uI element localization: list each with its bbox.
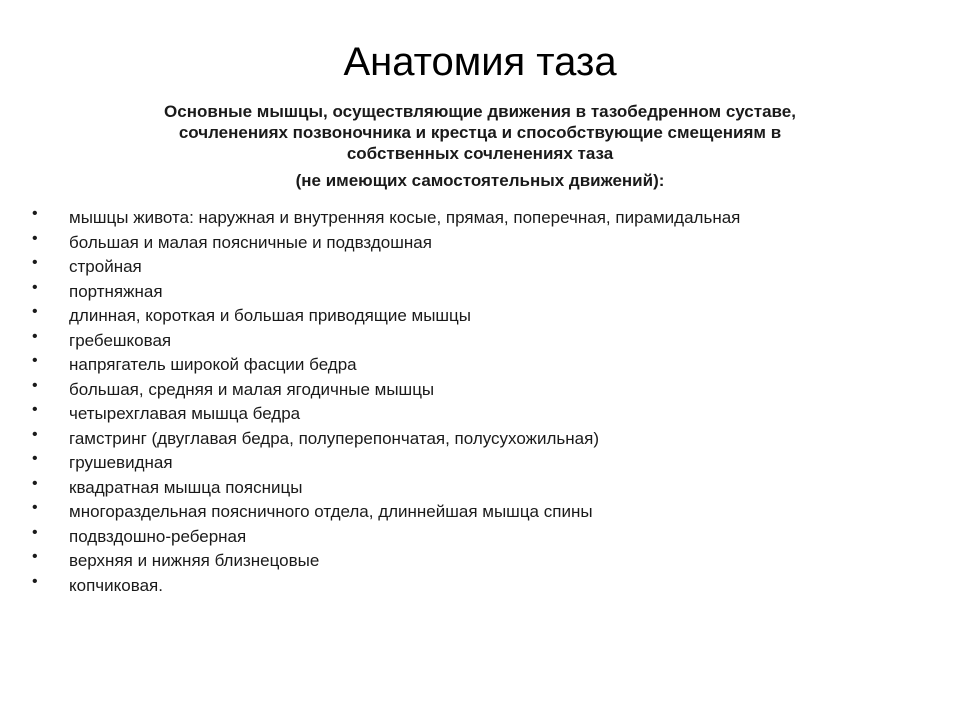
list-item-text: гребешковая	[69, 330, 172, 350]
list-item-text: большая, средняя и малая ягодичные мышцы	[69, 379, 435, 399]
list-item-text: грушевидная	[69, 453, 173, 472]
bullet-icon: •	[32, 303, 38, 320]
bullet-icon: •	[32, 254, 38, 271]
bullet-icon: •	[32, 376, 38, 394]
list-item	[32, 278, 912, 302]
subtitle-line: собственных сочленениях таза	[346, 144, 614, 163]
list-item	[32, 229, 912, 253]
list-item	[32, 474, 912, 498]
list-item-text: верхняя и нижняя близнецовые	[69, 551, 320, 570]
bullet-icon: •	[32, 205, 38, 222]
list-item-text: квадратная мышца поясницы	[69, 477, 303, 497]
list-item-text: подвздошно-реберная	[69, 526, 247, 546]
list-item	[32, 352, 912, 375]
bullet-icon: •	[32, 499, 38, 516]
list-item	[32, 572, 912, 596]
bullet-icon: •	[32, 278, 38, 296]
subtitle-line: Основные мышцы, осуществляющие движения в тазобедренном суставе,	[164, 102, 796, 121]
slide-subtitle	[50, 101, 910, 191]
list-item-text: копчиковая.	[69, 575, 163, 595]
list-item	[32, 523, 912, 547]
list-item-text: длинная, короткая и большая приводящие мышцы	[69, 306, 472, 325]
bullet-icon: •	[32, 450, 38, 467]
list-item-text: многораздельная поясничного отдела, длиннейшая мышца спины	[69, 502, 593, 521]
list-item-text: напрягатель широкой фасции бедра	[69, 355, 357, 374]
bullet-icon: •	[32, 401, 38, 418]
list-item	[32, 254, 912, 277]
bullet-icon: •	[32, 229, 38, 247]
bullet-icon: •	[32, 352, 38, 369]
list-item	[32, 401, 912, 424]
slide-title: Анатомия таза	[343, 40, 617, 84]
list-item-text: четырехглавая мышца бедра	[69, 404, 301, 423]
list-item-text: большая и малая поясничные и подвздошная	[69, 232, 432, 252]
list-item	[32, 205, 912, 228]
subtitle-line: сочленениях позвоночника и крестца и способствующие смещениям в	[178, 123, 782, 142]
list-item	[32, 327, 912, 351]
list-item	[32, 425, 912, 449]
list-item	[32, 450, 912, 473]
list-item-text: гамстринг (двуглавая бедра, полуперепончатая, полусухожильная)	[69, 428, 599, 448]
bullet-icon: •	[32, 523, 38, 541]
muscle-list	[32, 205, 912, 600]
subtitle-note: (не имеющих самостоятельных движений):	[295, 171, 665, 190]
list-item	[32, 376, 912, 400]
list-item-text: мышцы живота: наружная и внутренняя косые, прямая, поперечная, пирамидальная	[69, 208, 741, 227]
list-item	[32, 499, 912, 522]
list-item	[32, 303, 912, 326]
bullet-icon: •	[32, 474, 38, 492]
list-item-text: портняжная	[69, 281, 163, 301]
list-item-text: стройная	[69, 257, 142, 276]
bullet-icon: •	[32, 425, 38, 443]
bullet-icon: •	[32, 327, 38, 345]
bullet-icon: •	[32, 572, 38, 590]
list-item	[32, 548, 912, 571]
bullet-icon: •	[32, 548, 38, 565]
